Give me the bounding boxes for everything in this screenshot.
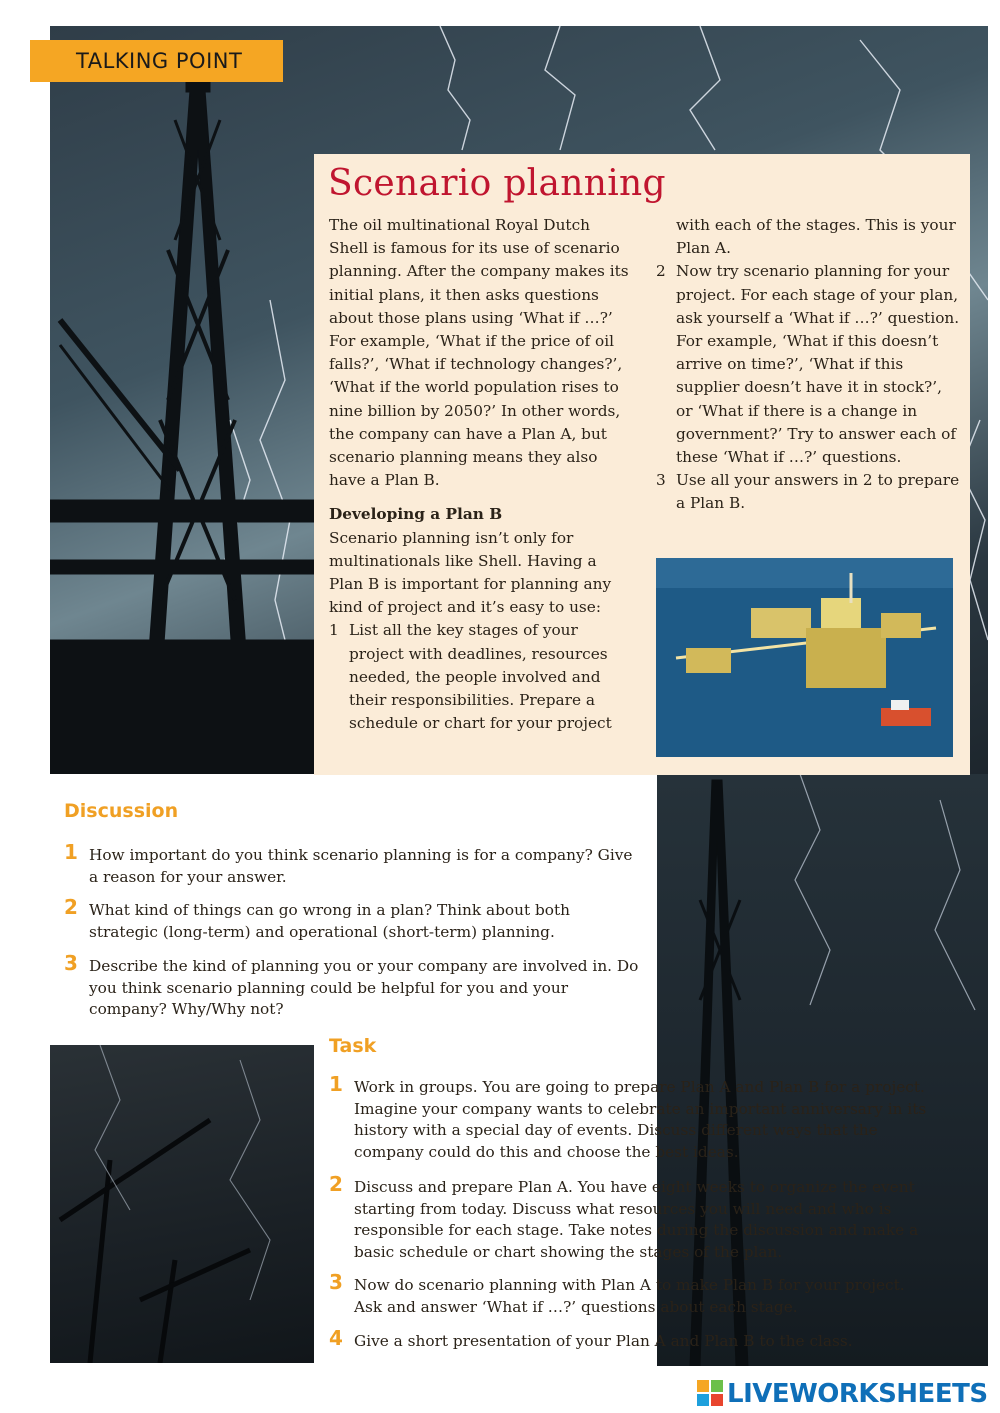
article-step-text: List all the key stages of your project with deadlines, resources needed, the people involved and their responsibilities. Prepare a schedule or chart for your project <box>349 621 612 733</box>
discussion-item <box>64 895 634 943</box>
article-step-continued <box>656 214 960 260</box>
discussion-item-text: Describe the kind of planning you or your company are involved in. Do you think scenario planning could be helpful for you and your company? Why/Why not? <box>89 957 639 1018</box>
discussion-item-number: 2 <box>64 895 78 919</box>
liveworksheets-logo-icon <box>697 1380 723 1406</box>
discussion-item-text: What kind of things can go wrong in a plan? Think about both strategic (long-term) and operational (short-term) planning. <box>89 901 570 941</box>
article-subheading: Developing a Plan B <box>329 505 503 524</box>
watermark-text: LIVEWORKSHEETS <box>727 1379 988 1409</box>
article-step <box>656 260 960 469</box>
task-item <box>329 1172 929 1263</box>
task-heading: Task <box>329 1035 377 1057</box>
task-item-number: 1 <box>329 1072 343 1096</box>
task-item-text: Discuss and prepare Plan A. You have eight weeks to organize the event starting from today. Discuss what resources you will need and who is responsible for each stage. Take notes during the discussion and make a basic schedule or chart showing the stages of the plan. <box>354 1178 919 1261</box>
discussion-item <box>64 951 649 1021</box>
crane-silhouettes <box>60 1120 250 1363</box>
discussion-item-text: How important do you think scenario planning is for a company? Give a reason for your answer. <box>89 846 633 886</box>
task-item-text: Now do scenario planning with Plan A to make Plan B for your project. Ask and answer ‘What if …?’ questions about each stage. <box>354 1276 905 1316</box>
task-item-number: 4 <box>329 1326 343 1350</box>
discussion-item-number: 3 <box>64 951 78 975</box>
discussion-heading: Discussion <box>64 800 179 822</box>
article-step-text: Now try scenario planning for your project. For each stage of your plan, ask yourself a ‘What if …?’ question. For example, ‘What if this doesn’t arrive on time?’, ‘What if this supplier doesn’t have it in stock?’, or ‘What if there is a change in government?’ Try to answer each of these ‘What if …?’ questions. <box>676 262 960 467</box>
task-item <box>329 1270 929 1318</box>
task-item <box>329 1072 929 1163</box>
article-step-number: 1 <box>329 621 339 640</box>
task-item-number: 2 <box>329 1172 343 1196</box>
task-item-number: 3 <box>329 1270 343 1294</box>
article-intro: The oil multinational Royal Dutch Shell is famous for its use of scenario planning. After the company makes its initial plans, it then asks questions about those plans using ‘What if …?’ For example, ‘What if the price of oil falls?’, ‘What if technology changes?’, ‘What if the world population rises to nine billion by 2050?’ In other words, the company can have a Plan A, but scenario planning means they also have a Plan B. <box>329 216 629 490</box>
offshore-platform-photo <box>656 558 953 757</box>
article-step-text: with each of the stages. This is your Plan A. <box>676 216 956 258</box>
oil-rig-silhouette <box>50 80 314 774</box>
discussion-item <box>64 840 634 888</box>
article-paragraph: Scenario planning isn’t only for multinationals like Shell. Having a Plan B is important for planning any kind of project and it’s easy to use: <box>329 528 612 617</box>
task-item <box>329 1326 929 1353</box>
talking-point-badge: TALKING POINT <box>30 40 283 82</box>
article-column-left <box>329 214 629 735</box>
task-item-text: Work in groups. You are going to prepare Plan A and Plan B for a project. Imagine your company wants to celebrate an important anniversary in its history with a special day of events. Discuss different ways that the company could do this and choose the best ideas. <box>354 1078 927 1161</box>
article-step <box>329 619 629 735</box>
task-item-text: Give a short presentation of your Plan A and Plan B to the class. <box>354 1332 853 1350</box>
offshore-platform-illustration <box>656 558 953 757</box>
article-column-right <box>656 214 960 516</box>
article-title: Scenario planning <box>328 163 666 204</box>
article-step <box>656 469 960 515</box>
discussion-item-number: 1 <box>64 840 78 864</box>
article-step-number: 2 <box>656 262 666 281</box>
article-step-number: 3 <box>656 471 666 490</box>
article-step-text: Use all your answers in 2 to prepare a Plan B. <box>676 471 960 513</box>
